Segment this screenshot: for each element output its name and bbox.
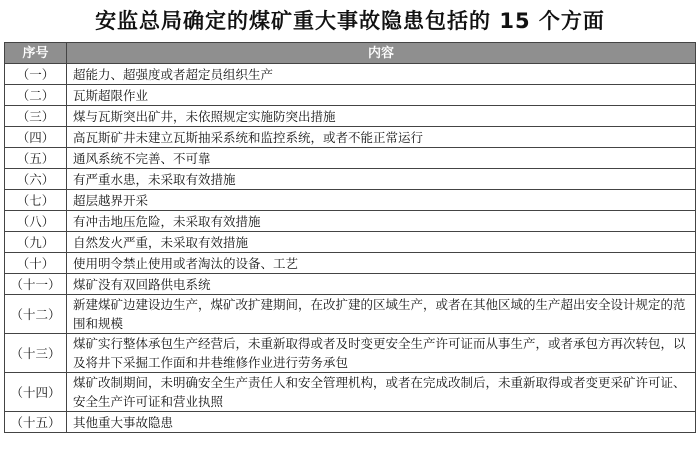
row-number: （十五） [5, 412, 67, 433]
table-row [5, 211, 696, 232]
table-row [5, 253, 696, 274]
table-row [5, 169, 696, 190]
row-number: （九） [5, 232, 67, 253]
row-number: （十三） [5, 334, 67, 373]
row-content: 使用明令禁止使用或者淘汰的设备、工艺 [67, 253, 696, 274]
row-content: 有冲击地压危险，未采取有效措施 [67, 211, 696, 232]
row-content: 其他重大事故隐患 [67, 412, 696, 433]
row-number: （十四） [5, 373, 67, 412]
row-number: （二） [5, 85, 67, 106]
row-content: 煤矿改制期间，未明确安全生产责任人和安全管理机构，或者在完成改制后，未重新取得或者变更采矿许可证、安全生产许可证和营业执照 [67, 373, 696, 412]
row-content: 煤矿实行整体承包生产经营后，未重新取得或者及时变更安全生产许可证而从事生产，或者承包方再次转包，以及将井下采掘工作面和井巷维修作业进行劳务承包 [67, 334, 696, 373]
row-content: 煤矿没有双回路供电系统 [67, 274, 696, 295]
row-number: （三） [5, 106, 67, 127]
row-content: 煤与瓦斯突出矿井，未依照规定实施防突出措施 [67, 106, 696, 127]
row-content: 高瓦斯矿井未建立瓦斯抽采系统和监控系统，或者不能正常运行 [67, 127, 696, 148]
hazard-table [4, 42, 696, 433]
row-content: 新建煤矿边建设边生产，煤矿改扩建期间，在改扩建的区域生产，或者在其他区域的生产超出安全设计规定的范围和规模 [67, 295, 696, 334]
header-content: 内容 [67, 43, 696, 64]
table-row [5, 106, 696, 127]
row-number: （十一） [5, 274, 67, 295]
row-number: （十二） [5, 295, 67, 334]
table-row [5, 274, 696, 295]
row-content: 超能力、超强度或者超定员组织生产 [67, 64, 696, 85]
row-number: （四） [5, 127, 67, 148]
table-row [5, 373, 696, 412]
table-row [5, 412, 696, 433]
table-row [5, 64, 696, 85]
page-title: 安监总局确定的煤矿重大事故隐患包括的 15 个方面 [95, 9, 605, 33]
row-number: （十） [5, 253, 67, 274]
row-number: （八） [5, 211, 67, 232]
table-row [5, 127, 696, 148]
row-content: 有严重水患，未采取有效措施 [67, 169, 696, 190]
row-number: （六） [5, 169, 67, 190]
table-row [5, 190, 696, 211]
row-content: 瓦斯超限作业 [67, 85, 696, 106]
table-header-row [5, 43, 696, 64]
header-no: 序号 [5, 43, 67, 64]
row-content: 超层越界开采 [67, 190, 696, 211]
row-number: （一） [5, 64, 67, 85]
row-content: 通风系统不完善、不可靠 [67, 148, 696, 169]
table-row [5, 295, 696, 334]
row-number: （五） [5, 148, 67, 169]
table-row [5, 334, 696, 373]
table-row [5, 148, 696, 169]
row-content: 自然发火严重，未采取有效措施 [67, 232, 696, 253]
table-row [5, 85, 696, 106]
table-row [5, 232, 696, 253]
row-number: （七） [5, 190, 67, 211]
